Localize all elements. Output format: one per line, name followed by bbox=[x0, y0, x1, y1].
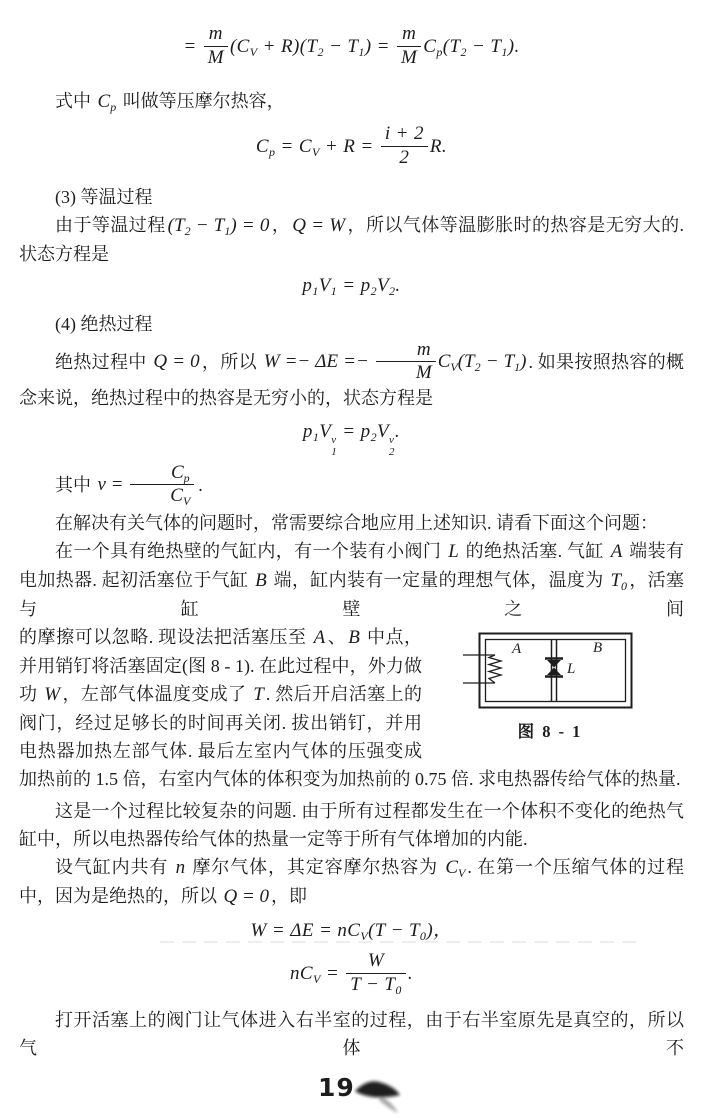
chamber-label-a: A bbox=[512, 641, 522, 658]
chamber-label-b: B bbox=[593, 640, 603, 657]
paragraph-isothermal: 由于等温过程 $(T_2 - T_1) = 0$ ， Q = W ，所以气体等温膨胀时的热容是无穷大的. 状态方程是 bbox=[19, 214, 685, 264]
heater-coil-icon bbox=[489, 655, 501, 683]
ink-smudge-icon bbox=[353, 1076, 407, 1118]
paragraph-open-valve: 打开活塞上的阀门让气体进入右半室的过程，由于右半室原先是真空的，所以气体不 bbox=[19, 1010, 684, 1059]
equation-molar-heat-continuation: = $\frac{m}{M}$ $(C_V + R)(T_2 - T_1)$ = $\frac{m}{M}$ $C_p(T_2 - T_1)$. bbox=[183, 23, 520, 68]
heading-adiabatic-process: (4) 绝热过程 bbox=[55, 313, 153, 334]
paragraph-apply-knowledge: 在解决有关气体的问题时，常需要综合地应用上述知识. 请看下面这个问题： bbox=[55, 513, 658, 534]
paragraph-cp-definition: 式中 $C_p$ 叫做等压摩尔热容， bbox=[55, 90, 285, 114]
figure-caption: 图 8 - 1 bbox=[517, 722, 583, 742]
cylinder-diagram bbox=[459, 629, 641, 715]
scan-noise-streak bbox=[160, 941, 640, 943]
paragraph-nu-ratio: 其中 ν = $\frac{C_p}{C_V}$ . bbox=[55, 461, 203, 509]
page-footer bbox=[19, 1074, 684, 1118]
paragraph-setup: 设气缸内共有 n 摩尔气体，其定容摩尔热容为 $C_V$ . 在第一个压缩气体的过程中，因为是绝热的，所以 Q = 0 ，即 bbox=[19, 857, 685, 908]
paragraph-problem-wrapped-text: 的摩擦可以忽略. 现设法把活塞压至 A 、 B 中点，并用销钉将活塞固定(图 8 - 1). 在此过程中，外力做功 W ，左部气体温度变成了 T . 然后开启活塞上的阀门，经过足够长的时间再关闭. 拔出销钉，并用电热器加热左部气体. 最后左室内气体的压强变成加热前的 1.5 倍，右室内气体的体积变为加热前的 0.75 倍. 求电热器传给气体的热量. bbox=[19, 627, 681, 790]
equation-ncv: $nC_V$ = $\frac{W}{T - T_0}$ . bbox=[290, 950, 413, 998]
equation-adiabatic: $p_1V$ ν 1 = $p_2V$ ν 2 . bbox=[302, 421, 401, 459]
paragraph-adiabatic: 绝热过程中 Q = 0 ，所以 W =− ΔE =− $\frac{m}{M}$ $C_V(T_2 - T_1)$ . 如果按照热容的概念来说，绝热过程中的热容是无穷小的，状态方程是 bbox=[19, 338, 685, 409]
equation-cp: $C_p = C_V + R$ = $\frac{i + 2}{2}$ R. bbox=[255, 122, 448, 168]
equation-isothermal: $p_1V_1 = p_2V_2$. bbox=[302, 274, 401, 298]
heading-isothermal-process: (3) 等温过程 bbox=[55, 186, 153, 207]
paragraph-problem-wrapped-block bbox=[19, 623, 684, 793]
figure-8-1 bbox=[432, 625, 684, 743]
paragraph-problem-lead: 在一个具有绝热壁的气缸内，有一个装有小阀门 L 的绝热活塞. 气缸 A 端装有电加热器. 起初活塞位于气缸 B 端，缸内装有一定量的理想气体，温度为 $T_0$ ，活塞与缸壁之间 bbox=[19, 541, 685, 620]
page-number: 19 bbox=[318, 1073, 355, 1103]
paragraph-analysis: 这是一个过程比较复杂的问题. 由于所有过程都发生在一个体积不变化的绝热气缸中，所以电热器传给气体的热量一定等于所有气体增加的内能. bbox=[19, 801, 684, 850]
valve-icon bbox=[545, 659, 563, 677]
equation-work: $W = \Delta E = nC_V(T - T_0)$， bbox=[250, 920, 453, 944]
valve-label-l: L bbox=[567, 661, 576, 678]
